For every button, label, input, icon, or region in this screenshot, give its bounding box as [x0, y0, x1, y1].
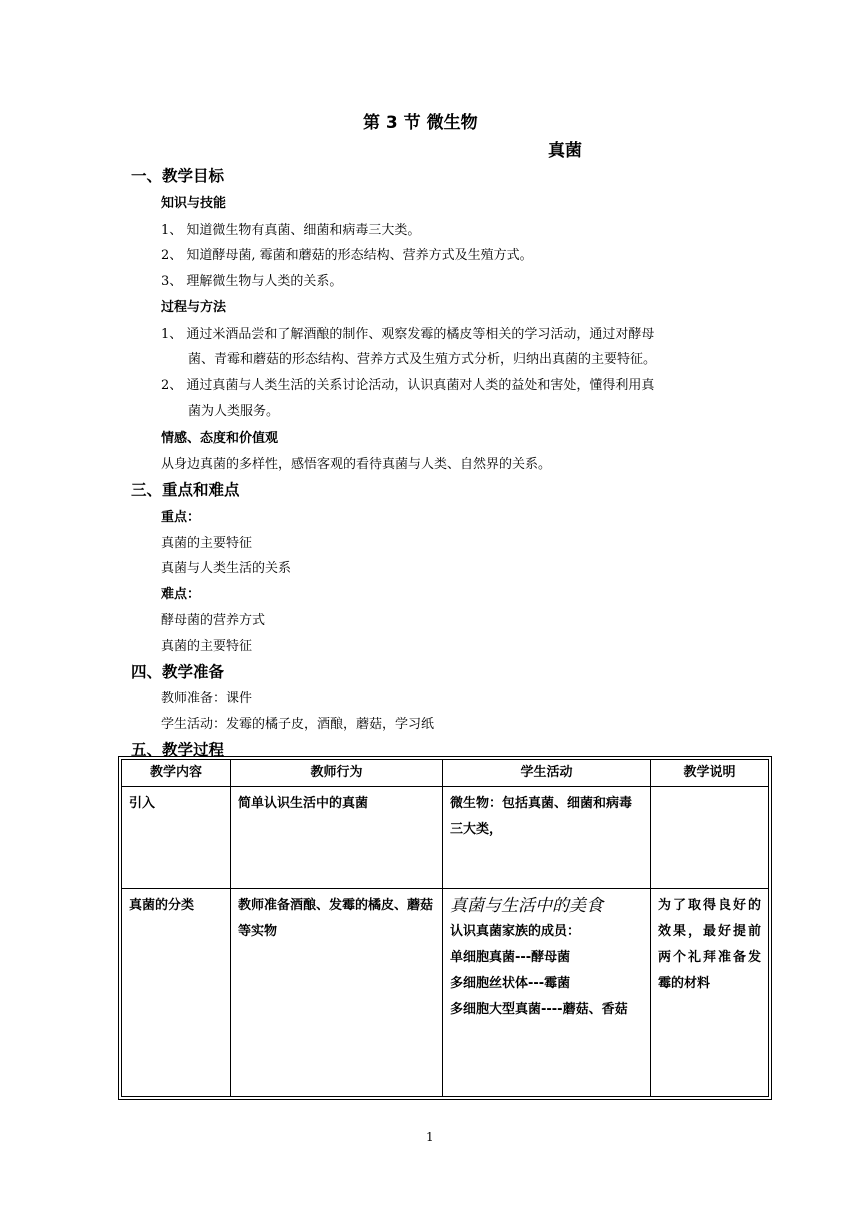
row2-student — [443, 889, 651, 1097]
process-item-1-line-2: 菌、青霉和蘑菇的形态结构、营养方式及生殖方式分析，归纳出真菌的主要特征。 — [188, 352, 657, 367]
row2-student-line-1: 认识真菌家族的成员： — [450, 924, 581, 939]
knowledge-item-2: 2、 知道酵母菌, 霉菌和蘑菇的形态结构、营养方式及生殖方式。 — [161, 248, 533, 263]
page-subtitle: 真菌 — [548, 141, 582, 161]
header-note: 教学说明 — [651, 760, 769, 787]
process-item-1-line-1: 1、 通过米酒品尝和了解酒酿的制作、观察发霉的橘皮等相关的学习活动，通过对酵母 — [161, 327, 655, 342]
section-3-heading: 三、重点和难点 — [131, 481, 240, 499]
row1-student: 微生物：包括真菌、细菌和病毒三大类， — [443, 787, 651, 889]
row2-teacher: 教师准备酒酿、发霉的橘皮、蘑菇等实物 — [231, 889, 443, 1097]
student-preparation: 学生活动：发霉的橘子皮，酒酿，蘑菇，学习纸 — [161, 717, 435, 732]
section-4-heading: 四、教学准备 — [131, 663, 225, 681]
difficult-point-1: 酵母菌的营养方式 — [161, 613, 266, 628]
table-row — [122, 889, 769, 1097]
process-label: 过程与方法 — [161, 300, 227, 315]
header-student: 学生活动 — [443, 760, 651, 787]
knowledge-item-3: 3、 理解微生物与人类的关系。 — [161, 274, 343, 289]
row2-note: 为了取得良好的效果，最好提前两个礼拜准备发霉的材料 — [651, 889, 769, 1097]
process-item-2-line-1: 2、 通过真菌与人类生活的关系讨论活动，认识真菌对人类的益处和害处，懂得利用真 — [161, 378, 655, 393]
teaching-process-table — [121, 759, 769, 1097]
row2-content: 真菌的分类 — [122, 889, 231, 1097]
difficult-points-label: 难点： — [161, 587, 201, 602]
page-number: 1 — [426, 1130, 434, 1144]
key-points-label: 重点： — [161, 510, 201, 525]
knowledge-item-1: 1、 知道微生物有真菌、细菌和病毒三大类。 — [161, 223, 421, 238]
difficult-point-2: 真菌的主要特征 — [161, 639, 253, 654]
process-item-2-line-2: 菌为人类服务。 — [188, 404, 280, 419]
row2-student-line-3: 多细胞丝状体---霉菌 — [450, 976, 571, 991]
section-1-heading: 一、教学目标 — [131, 167, 225, 185]
emotion-label: 情感、态度和价值观 — [161, 431, 279, 446]
header-content: 教学内容 — [122, 760, 231, 787]
key-point-2: 真菌与人类生活的关系 — [161, 561, 292, 576]
section-5-heading: 五、教学过程 — [131, 741, 225, 759]
header-teacher: 教师行为 — [231, 760, 443, 787]
key-point-1: 真菌的主要特征 — [161, 536, 253, 551]
table-header-row — [122, 760, 769, 787]
knowledge-label: 知识与技能 — [161, 196, 227, 211]
row1-content: 引入 — [122, 787, 231, 889]
row2-student-line-4: 多细胞大型真菌----蘑菇、香菇 — [450, 1002, 628, 1017]
table-row — [122, 787, 769, 889]
row1-note — [651, 787, 769, 889]
row2-student-line-2: 单细胞真菌---酵母菌 — [450, 950, 571, 965]
emotion-text: 从身边真菌的多样性，感悟客观的看待真菌与人类、自然界的关系。 — [161, 457, 552, 472]
row1-teacher: 简单认识生活中的真菌 — [231, 787, 443, 889]
page-title: 第 3 节 微生物 — [363, 113, 478, 133]
row2-student-heading: 真菌与生活中的美食 — [450, 896, 603, 916]
teacher-preparation: 教师准备：课件 — [161, 691, 253, 706]
